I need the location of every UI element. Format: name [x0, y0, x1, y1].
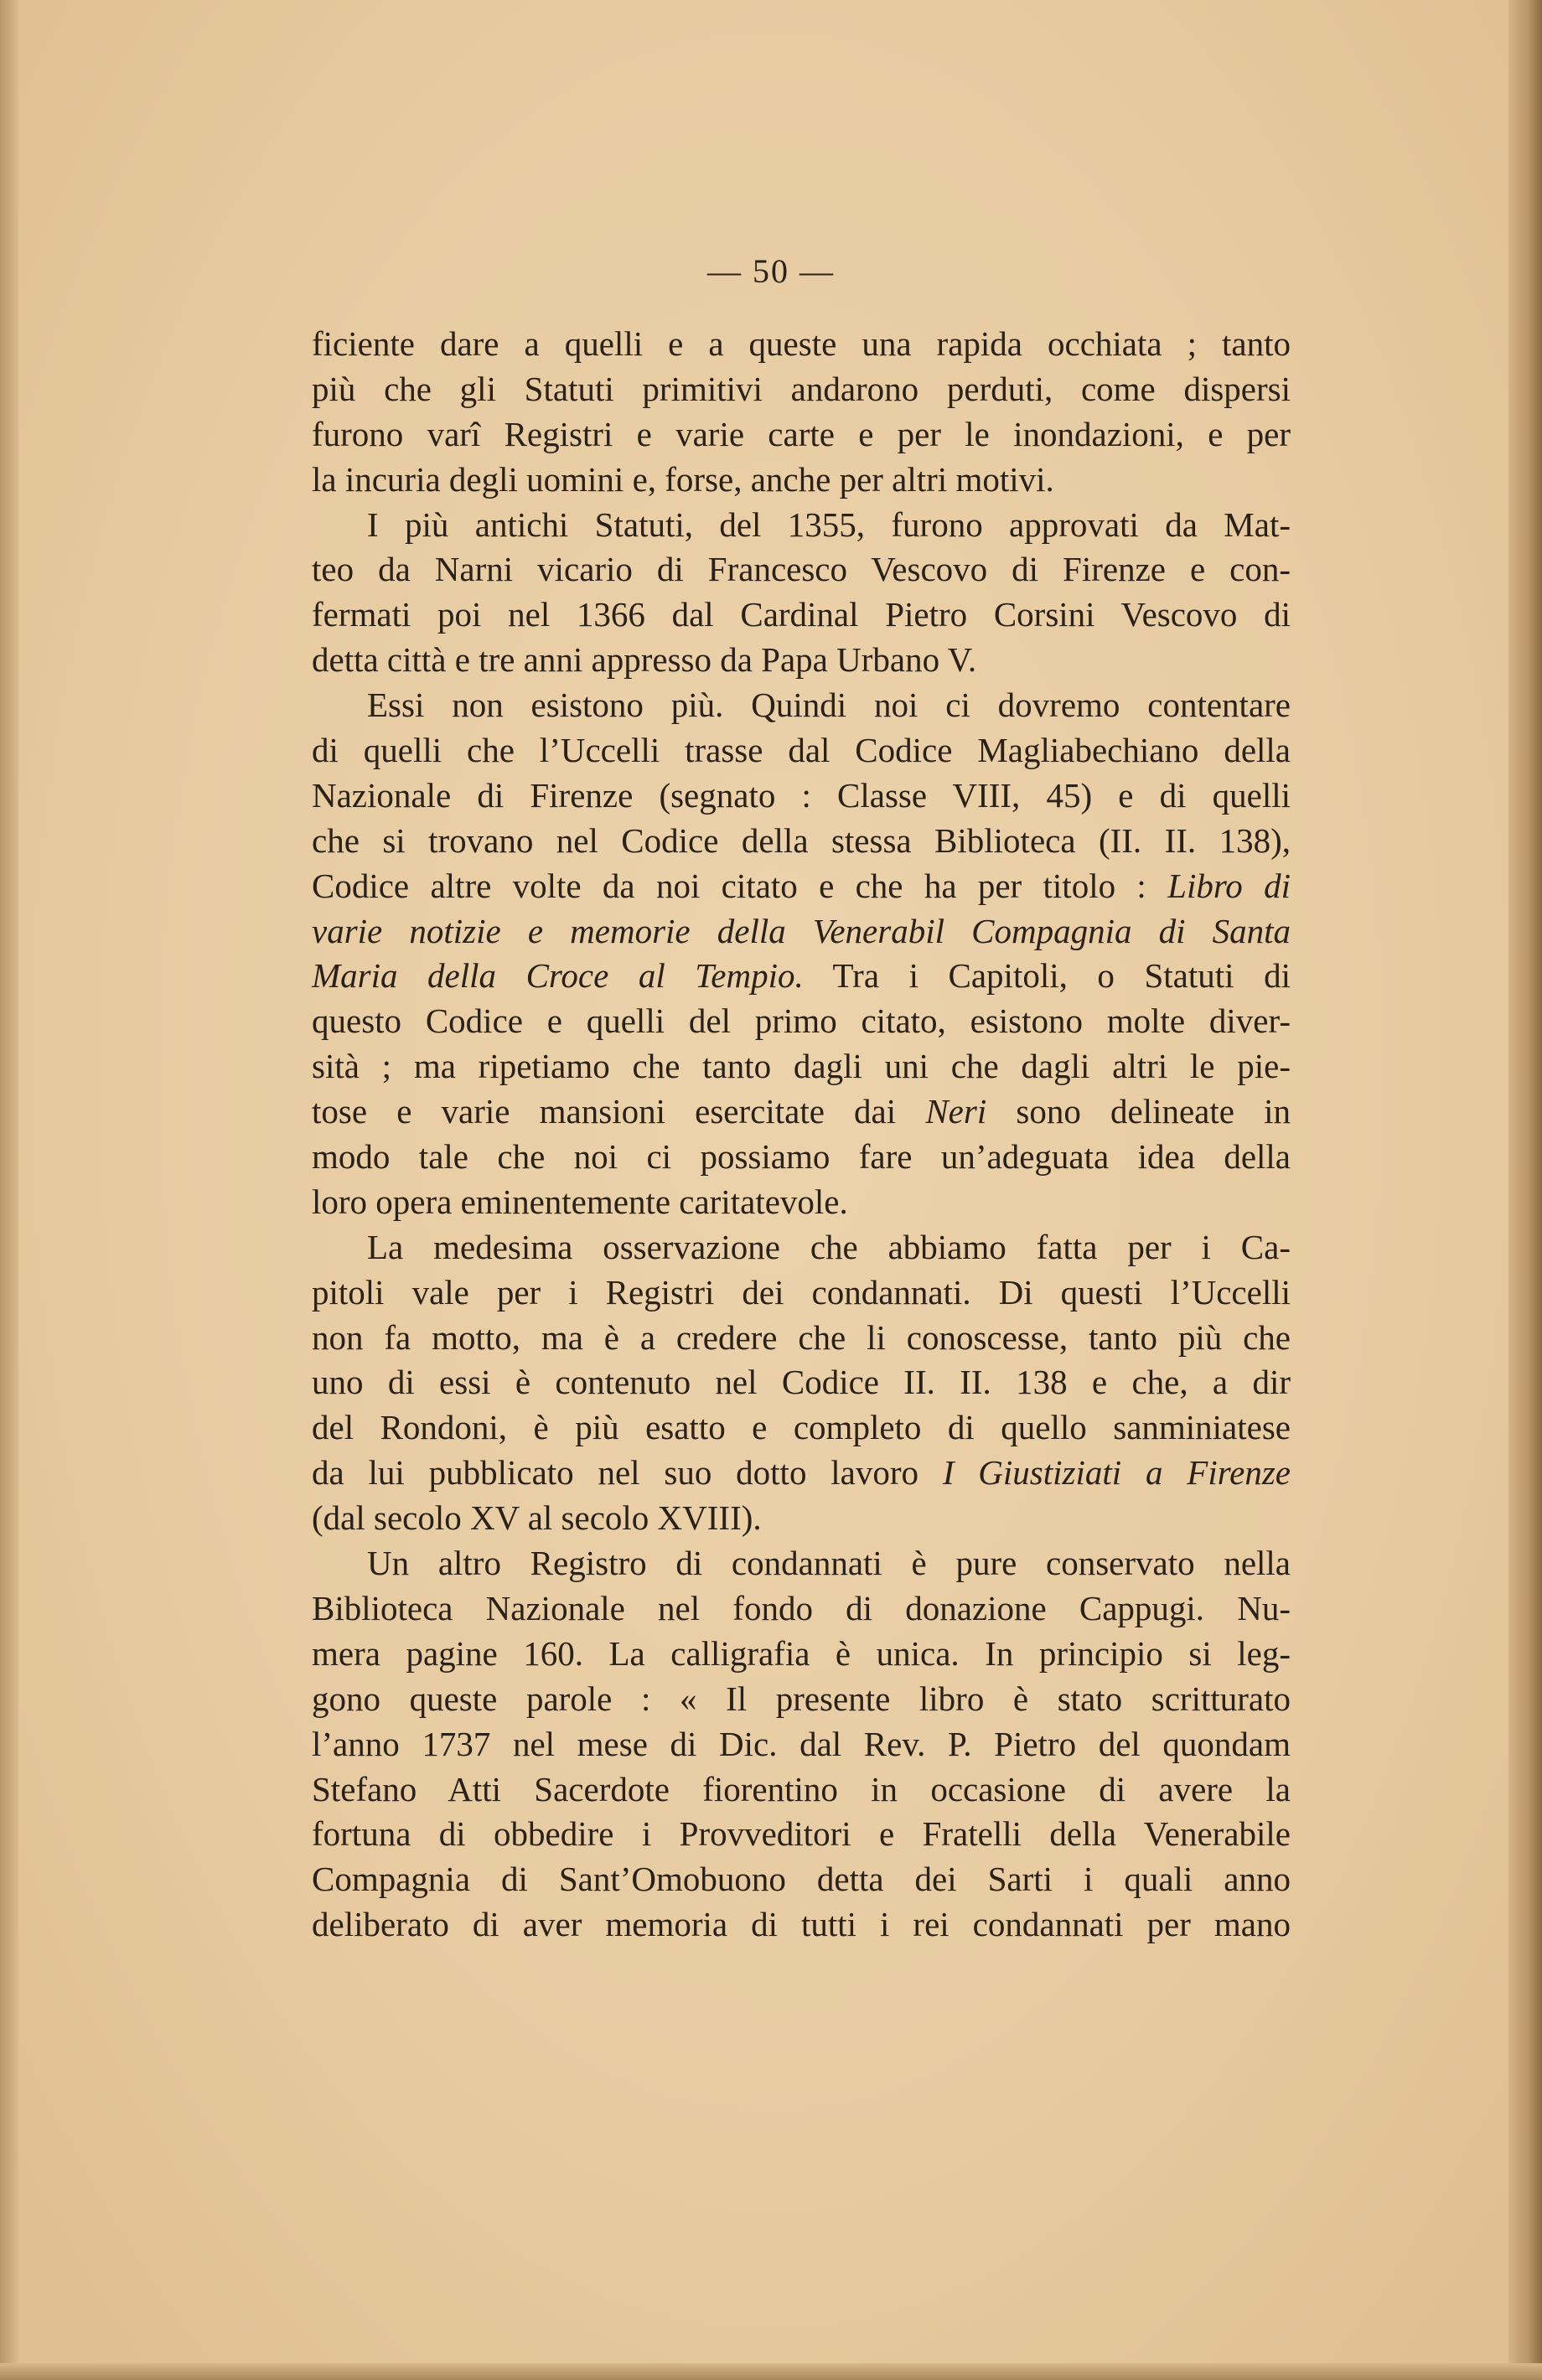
text-line: [312, 683, 1291, 728]
text-line: [312, 909, 1291, 955]
text-segment: uno di essi è contenuto nel Codice II. II. 138 e che, a dir: [312, 1363, 1291, 1402]
text-line: [312, 1722, 1291, 1767]
text-segment: sità ; ma ripetiamo che tanto dagli uni che dagli altri le pie-: [312, 1047, 1291, 1086]
text-segment: Un altro Registro di condannati è pure conservato nella: [367, 1544, 1291, 1583]
text-segment: loro opera eminentemente caritatevole.: [312, 1182, 848, 1221]
text-line: [312, 547, 1291, 592]
text-segment: modo tale che noi ci possiamo fare un’adeguata idea della: [312, 1137, 1291, 1177]
text-line: [312, 458, 1291, 503]
text-segment: La medesima osservazione che abbiamo fatta per i Ca-: [367, 1227, 1291, 1266]
text-segment: fortuna di obbedire i Provveditori e Fratelli della Venerabile: [312, 1814, 1291, 1854]
text-line: [312, 1270, 1291, 1316]
text-segment: (dal secolo XV al secolo XVIII).: [312, 1498, 762, 1538]
text-segment: pitoli vale per i Registri dei condannati. Di questi l’Uccelli: [312, 1272, 1291, 1312]
page-bottom-edge: [0, 2363, 1542, 2380]
text-line: [312, 592, 1291, 638]
text-line: [312, 322, 1291, 367]
text-segment: l’anno 1737 nel mese di Dic. dal Rev. P. Pietro del quondam: [312, 1724, 1291, 1763]
body-text: [312, 322, 1291, 1948]
text-line: [312, 1496, 1291, 1541]
text-line: [312, 1902, 1291, 1948]
text-segment: mera pagine 160. La calligrafia è unica. In principio si leg-: [312, 1633, 1291, 1673]
text-segment: tose e varie mansioni esercitate dai: [312, 1092, 926, 1131]
text-line: [312, 503, 1291, 548]
text-segment: Codice altre volte da noi citato e che ha per titolo :: [312, 866, 1168, 905]
italic-text-segment: Libro di: [1167, 866, 1291, 905]
text-segment: Tra i Capitoli, o Statuti di: [803, 956, 1291, 996]
text-line: [312, 819, 1291, 864]
text-segment: più che gli Statuti primitivi andarono perduti, come dispersi: [312, 369, 1291, 408]
text-segment: la incuria degli uomini e, forse, anche per altri motivi.: [312, 459, 1054, 499]
text-segment: del Rondoni, è più esatto e completo di quello sanminiatese: [312, 1408, 1291, 1447]
text-segment: questo Codice e quelli del primo citato, esistono molte diver-: [312, 1001, 1291, 1041]
text-segment: di quelli che l’Uccelli trasse dal Codice Magliabechiano della: [312, 731, 1291, 770]
text-segment: furono varî Registri e varie carte e per le inondazioni, e per: [312, 414, 1291, 453]
text-line: [312, 1405, 1291, 1451]
text-line: [312, 1316, 1291, 1361]
text-segment: Essi non esistono più. Quindi noi ci dovremo contentare: [367, 686, 1291, 725]
text-line: [312, 367, 1291, 412]
text-segment: detta città e tre anni appresso da Papa Urbano V.: [312, 640, 977, 680]
text-segment: Stefano Atti Sacerdote fiorentino in occasione di avere la: [312, 1769, 1291, 1808]
text-line: [312, 1451, 1291, 1496]
text-line: [312, 1677, 1291, 1722]
text-segment: che si trovano nel Codice della stessa Biblioteca (II. II. 138),: [312, 820, 1291, 860]
text-line: [312, 864, 1291, 909]
italic-text-segment: Maria della Croce al Tempio.: [312, 956, 804, 996]
text-line: [312, 1586, 1291, 1632]
text-line: [312, 999, 1291, 1044]
page-number: — 50 —: [707, 252, 835, 290]
text-line: [312, 774, 1291, 819]
text-line: [312, 954, 1291, 999]
text-segment: da lui pubblicato nel suo dotto lavoro: [312, 1453, 943, 1493]
text-segment: Compagnia di Sant’Omobuono detta dei Sarti i quali anno: [312, 1860, 1291, 1899]
text-line: [312, 1135, 1291, 1180]
italic-text-segment: varie notizie e memorie della Venerabil Compagnia di Santa: [312, 911, 1291, 950]
text-line: [312, 1360, 1291, 1405]
italic-text-segment: I Giustiziati a Firenze: [942, 1453, 1291, 1493]
text-segment: ficiente dare a quelli e a queste una rapida occhiata ; tanto: [312, 324, 1291, 363]
text-segment: Nazionale di Firenze (segnato : Classe VIII, 45) e di quelli: [312, 775, 1291, 815]
text-segment: Biblioteca Nazionale nel fondo di donazione Cappugi. Nu-: [312, 1588, 1291, 1627]
text-segment: sono delineate in: [986, 1092, 1291, 1131]
text-segment: fermati poi nel 1366 dal Cardinal Pietro Corsini Vescovo di: [312, 595, 1291, 634]
text-line: [312, 1089, 1291, 1135]
italic-text-segment: Neri: [925, 1092, 987, 1131]
page-right-edge: [1508, 0, 1542, 2380]
text-segment: deliberato di aver memoria di tutti i rei condannati per mano: [312, 1905, 1291, 1944]
text-segment: I più antichi Statuti, del 1355, furono approvati da Mat-: [367, 504, 1291, 544]
text-segment: teo da Narni vicario di Francesco Vescovo di Firenze e con-: [312, 550, 1291, 589]
text-line: [312, 1541, 1291, 1586]
text-line: [312, 1225, 1291, 1270]
text-line: [312, 412, 1291, 458]
text-line: [312, 728, 1291, 774]
text-line: [312, 1044, 1291, 1089]
text-line: [312, 1632, 1291, 1677]
text-segment: gono queste parole : « Il presente libro è stato scritturato: [312, 1679, 1291, 1718]
page-left-edge: [0, 0, 18, 2380]
text-line: [312, 1857, 1291, 1902]
text-segment: non fa motto, ma è a credere che li conoscesse, tanto più che: [312, 1317, 1291, 1357]
text-line: [312, 1812, 1291, 1857]
text-line: [312, 1767, 1291, 1813]
text-line: [312, 638, 1291, 683]
text-line: [312, 1180, 1291, 1225]
